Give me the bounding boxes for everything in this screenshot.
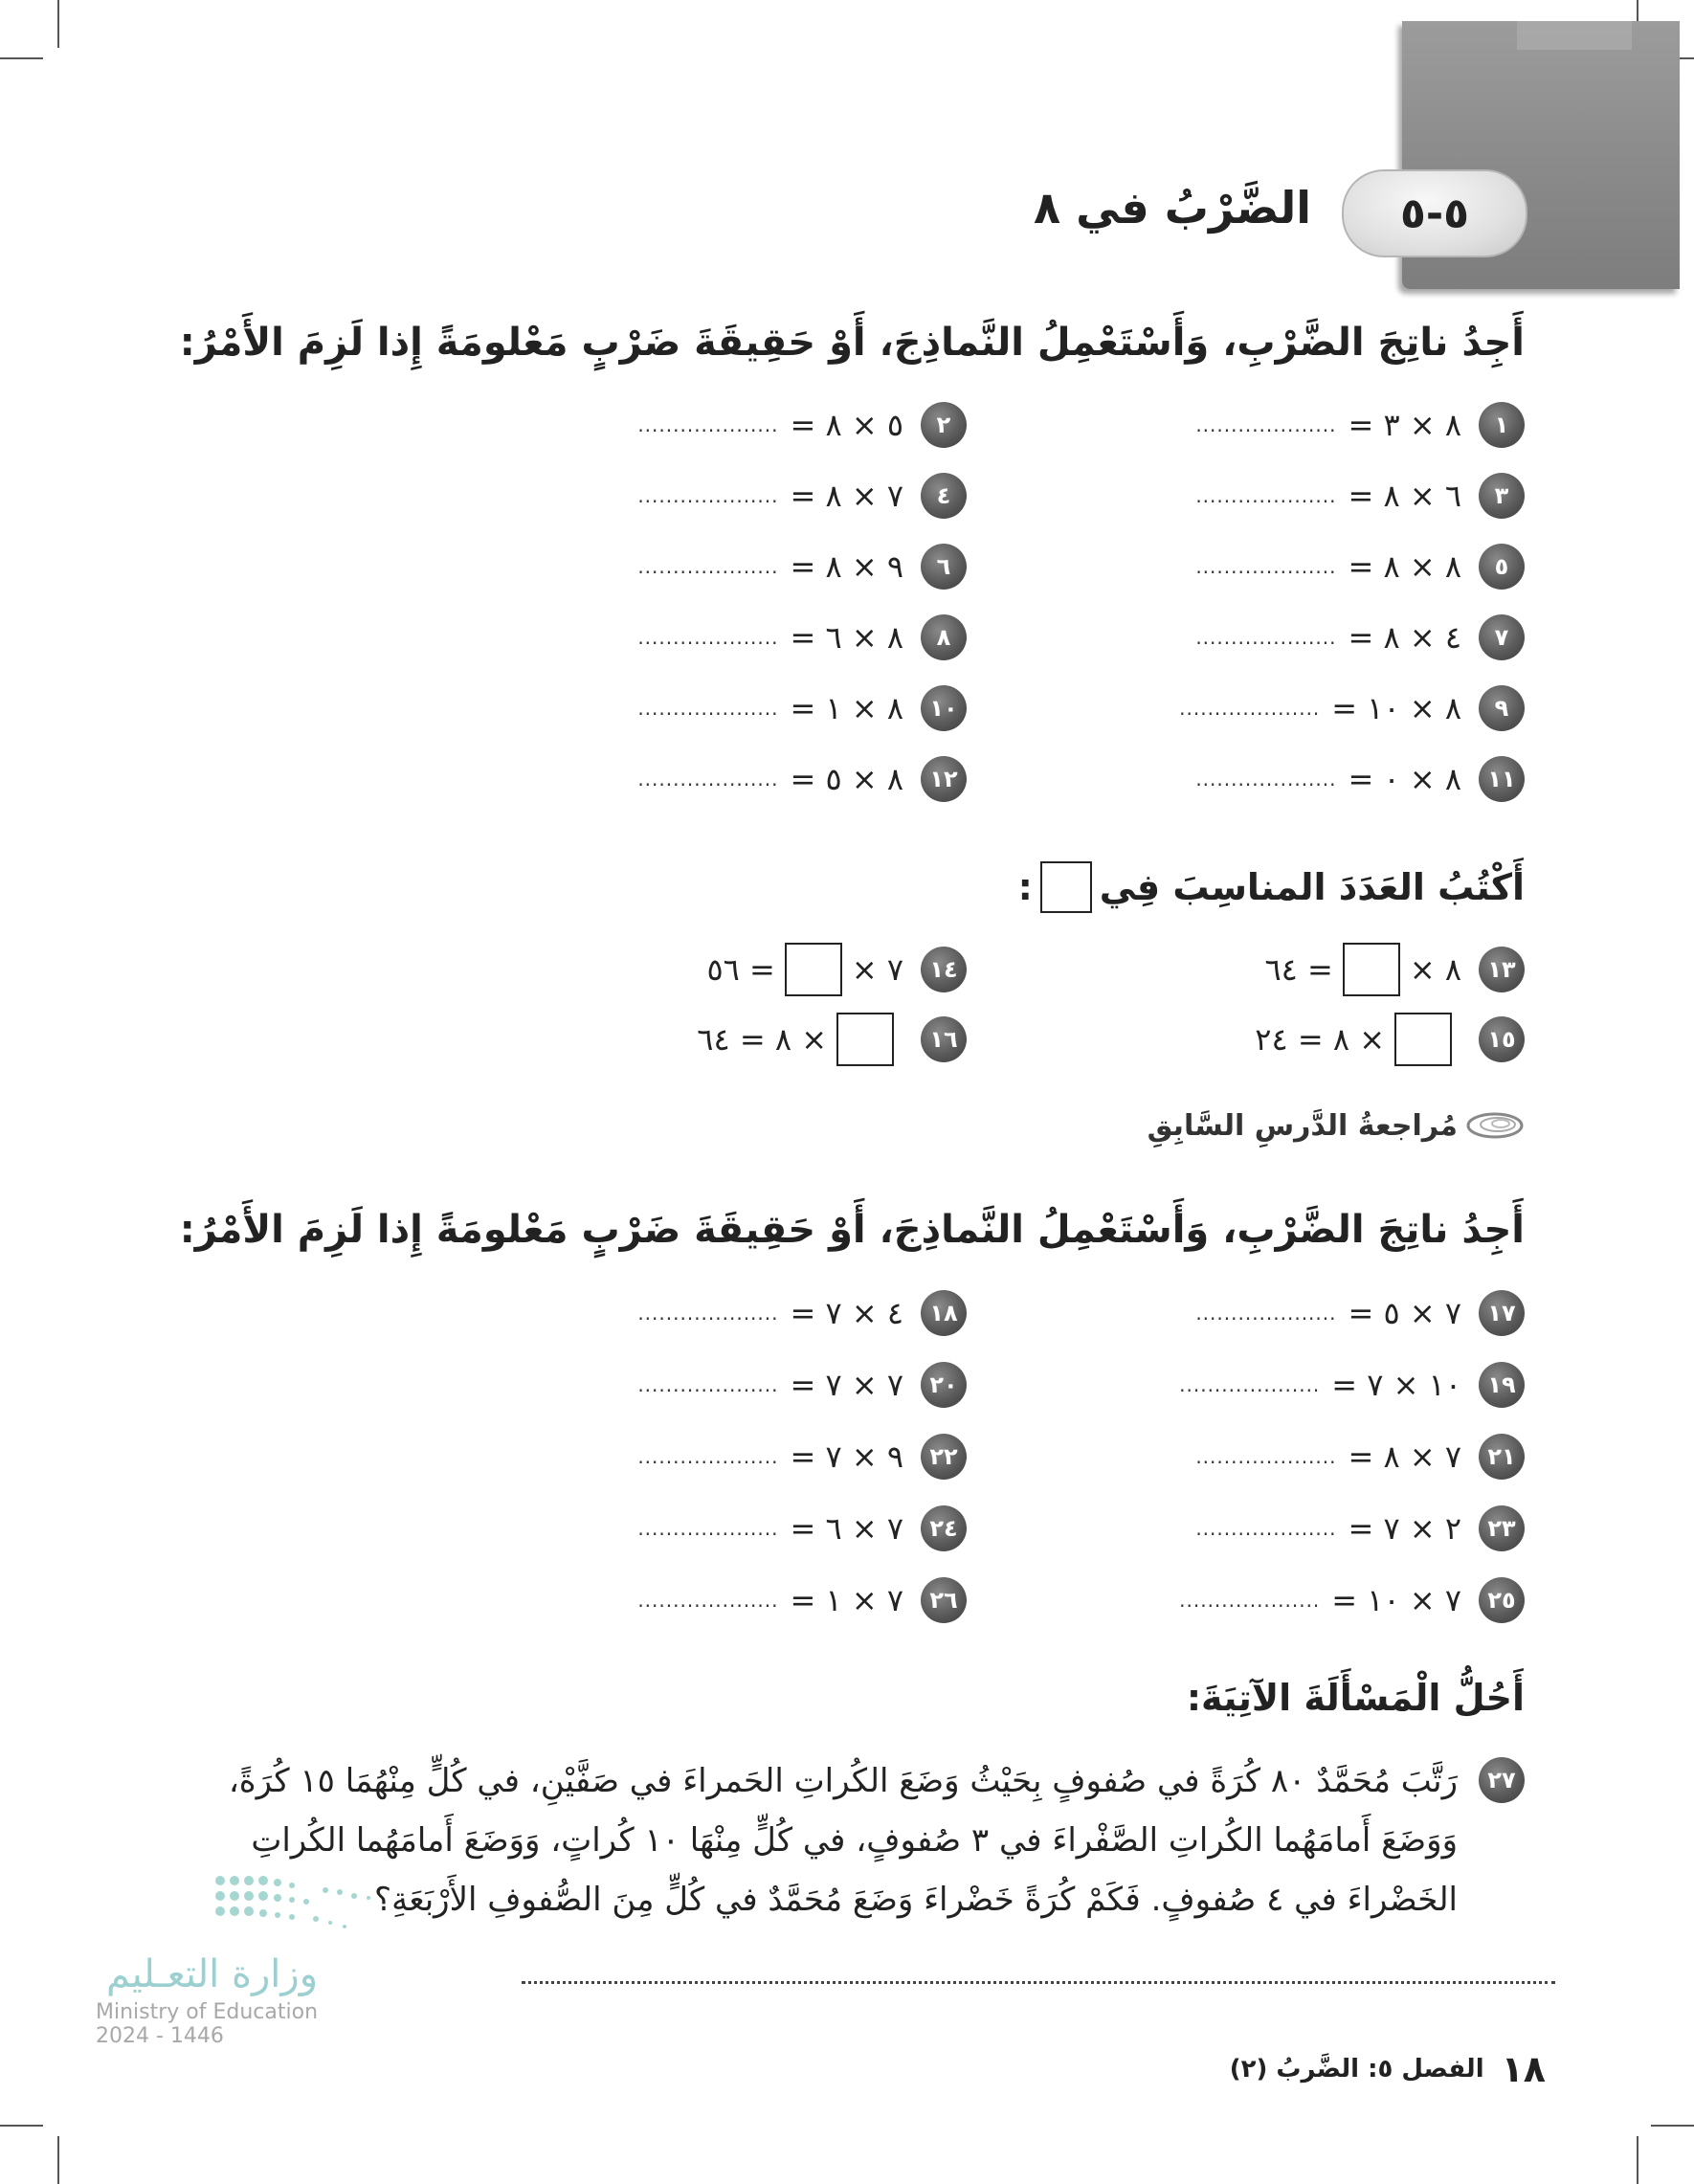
item-after: = ٥٦	[706, 951, 775, 988]
answer-blank[interactable]: ....................	[1195, 1302, 1337, 1325]
item-number: ٢٤	[921, 1505, 967, 1551]
item-number: ٢١	[1479, 1434, 1525, 1480]
list-item	[637, 402, 967, 448]
item-number: ١٨	[921, 1290, 967, 1336]
item-expression: ٨ × ٣ =	[1348, 407, 1461, 443]
item-number: ١٣	[1479, 947, 1525, 992]
page-number: ١٨	[1501, 2048, 1546, 2090]
answer-blank[interactable]: ....................	[1195, 1517, 1337, 1540]
review-heading	[1148, 1108, 1525, 1143]
item-after: × ٨ = ٦٤	[697, 1021, 827, 1058]
list-item	[637, 685, 967, 731]
list-item	[637, 1434, 967, 1480]
item-number: ٢٧	[1479, 1757, 1525, 1803]
section2-text: أَكْتُبُ العَدَدَ المناسِبَ فِي	[1099, 866, 1525, 908]
item-expression: ٨ × ٨ =	[1348, 548, 1461, 585]
item-expression: ٧ × ٨ =	[1348, 1438, 1461, 1475]
list-item	[1179, 1362, 1525, 1408]
item-expression: ٧ × ١٠ =	[1331, 1582, 1461, 1618]
review-label: مُراجعةُ الدَّرسِ السَّابِقِ	[1147, 1108, 1458, 1143]
item-number: ١١	[1479, 756, 1525, 802]
page-footer	[1230, 2048, 1546, 2090]
item-expression: ٧ × ٦ =	[790, 1510, 903, 1547]
item-expression: ٨ × ١ =	[790, 690, 903, 726]
item-number: ٤	[921, 473, 967, 519]
item-number: ٢	[921, 402, 967, 448]
answer-blank[interactable]: ....................	[637, 555, 779, 578]
list-item	[1195, 1290, 1525, 1336]
list-item	[1195, 473, 1525, 519]
item-number: ١٦	[921, 1016, 967, 1062]
list-item	[1179, 685, 1525, 731]
item-before: ٨ ×	[1409, 951, 1461, 988]
item-number: ١٧	[1479, 1290, 1525, 1336]
item-expression: ٩ × ٨ =	[790, 548, 903, 585]
answer-blank[interactable]: ....................	[1195, 1445, 1337, 1468]
item-expression: ٤ × ٨ =	[1348, 619, 1461, 656]
list-item	[1264, 943, 1525, 996]
section4-instruction: أَحُلُّ الْمَسْأَلَةَ الآتِيَةَ:	[1186, 1677, 1525, 1719]
item-number: ١٠	[921, 685, 967, 731]
item-expression: ٨ × ٦ =	[790, 619, 903, 656]
answer-blank[interactable]: ....................	[637, 1445, 779, 1468]
item-number: ٦	[921, 544, 967, 590]
section3-instruction: أَجِدُ ناتِجَ الضَّرْبِ، وَأَسْتَعْمِلُ النَّماذِجَ، أَوْ حَقِيقَةَ ضَرْبٍ مَعْلومَةً إِذا لَزِمَ الأَمْرُ:	[179, 1208, 1525, 1252]
section1-instruction: أَجِدُ ناتِجَ الضَّرْبِ، وَأَسْتَعْمِلُ النَّماذِجَ، أَوْ حَقِيقَةَ ضَرْبٍ مَعْلومَةً إِذا لَزِمَ الأَمْرُ:	[179, 321, 1525, 365]
item-number: ٥	[1479, 544, 1525, 590]
ministry-name-en: Ministry of Education	[96, 2000, 319, 2024]
crop-mark	[0, 2125, 43, 2127]
list-item	[1255, 1013, 1525, 1066]
item-expression: ٨ × ١٠ =	[1331, 690, 1461, 726]
list-item	[637, 1290, 967, 1336]
item-number: ١	[1479, 402, 1525, 448]
item-expression: ٨ × ٥ =	[790, 761, 903, 797]
answer-blank[interactable]: ....................	[637, 1517, 779, 1540]
problem-line: الخَضْراءَ في ٤ صُفوفٍ. فَكَمْ كُرَةً خَضْراءَ وَضَعَ مُحَمَّدٌ في كُلٍّ مِنَ الصُّفوفِ الأَرْبَعَةِ؟	[374, 1881, 1458, 1919]
answer-box[interactable]	[785, 943, 842, 996]
item-expression: ٩ × ٧ =	[790, 1438, 903, 1475]
item-number: ١٤	[921, 947, 967, 992]
section2-colon: :	[1017, 866, 1033, 908]
item-after: = ٦٤	[1264, 951, 1333, 988]
answer-blank[interactable]: ....................	[637, 768, 779, 791]
answer-blank[interactable]: ....................	[637, 484, 779, 507]
item-before: ٧ ×	[851, 951, 903, 988]
item-number: ٩	[1479, 685, 1525, 731]
list-item	[1195, 1434, 1525, 1480]
crop-mark	[1651, 2125, 1694, 2127]
item-expression: ٦ × ٨ =	[1348, 478, 1461, 514]
answer-blank[interactable]: ....................	[1179, 1373, 1321, 1396]
answer-blank[interactable]: ....................	[637, 1302, 779, 1325]
ministry-name-ar: وزارة التعـليم	[105, 1952, 319, 1996]
problem-line: وَوَضَعَ أَمامَهُما الكُراتِ الصَّفْراءَ في ٣ صُفوفٍ، في كُلٍّ مِنْهَا ١٠ كُراتٍ، وَوَضَعَ أَمامَهُما الكُراتِ	[251, 1821, 1458, 1860]
item-number: ٧	[1479, 614, 1525, 660]
ministry-year: 2024 - 1446	[96, 2024, 224, 2048]
answer-blank[interactable]: ....................	[637, 1373, 779, 1396]
lesson-title: الضَّرْبُ في ٨	[1034, 182, 1311, 234]
answer-blank[interactable]: ....................	[1195, 555, 1337, 578]
crop-mark	[1637, 2136, 1638, 2184]
item-number: ١٩	[1479, 1362, 1525, 1408]
answer-blank[interactable]: ....................	[637, 697, 779, 720]
lesson-badge: ٥-٥	[1342, 169, 1527, 257]
list-item	[1195, 544, 1525, 590]
answer-box[interactable]	[836, 1013, 894, 1066]
section2-instruction	[1018, 861, 1525, 913]
item-expression: ٢ × ٧ =	[1348, 1510, 1461, 1547]
answer-blank[interactable]: ....................	[1179, 1589, 1321, 1612]
item-number: ٢٥	[1479, 1577, 1525, 1623]
list-item	[637, 614, 967, 660]
list-item	[706, 943, 967, 996]
item-after: × ٨ = ٢٤	[1255, 1021, 1385, 1058]
ministry-watermark	[96, 1952, 318, 2048]
item-expression: ٥ × ٨ =	[790, 407, 903, 443]
crop-mark	[57, 0, 59, 48]
answer-blank[interactable]: ....................	[637, 626, 779, 649]
list-item	[637, 473, 967, 519]
item-number: ٢٢	[921, 1434, 967, 1480]
list-item	[1179, 1577, 1525, 1623]
item-expression: ٧ × ١ =	[790, 1582, 903, 1618]
item-expression: ٤ × ٧ =	[790, 1295, 903, 1331]
item-number: ٢٣	[1479, 1505, 1525, 1551]
list-item	[697, 1013, 967, 1066]
item-number: ٢٠	[921, 1362, 967, 1408]
list-item	[637, 1362, 967, 1408]
answer-blank[interactable]: ....................	[1179, 697, 1321, 720]
item-number: ١٢	[921, 756, 967, 802]
answer-box-example	[1040, 861, 1092, 913]
item-number: ٣	[1479, 473, 1525, 519]
item-expression: ١٠ × ٧ =	[1331, 1367, 1461, 1403]
answer-blank[interactable]: ....................	[1195, 626, 1337, 649]
list-item	[1195, 614, 1525, 660]
list-item	[1195, 1505, 1525, 1551]
answer-box[interactable]	[1343, 943, 1400, 996]
list-item	[637, 756, 967, 802]
item-number: ٢٦	[921, 1577, 967, 1623]
problem-line: رَتَّبَ مُحَمَّدٌ ٨٠ كُرَةً في صُفوفٍ بِحَيْثُ وَضَعَ الكُراتِ الحَمراءَ في صَفَّيْنِ، في كُلٍّ مِنْهُمَا ١٥ كُرَةً،	[228, 1762, 1458, 1800]
answer-line[interactable]	[522, 1981, 1555, 1984]
item-expression: ٧ × ٨ =	[790, 478, 903, 514]
answer-blank[interactable]: ....................	[1195, 484, 1337, 507]
answer-blank[interactable]: ....................	[1195, 413, 1337, 436]
list-item	[637, 1505, 967, 1551]
list-item	[1195, 402, 1525, 448]
answer-blank[interactable]: ....................	[637, 413, 779, 436]
chapter-label: الفصل ٥: الضَّربُ (٢)	[1229, 2055, 1484, 2084]
item-expression: ٧ × ٥ =	[1348, 1295, 1461, 1331]
item-number: ٨	[921, 614, 967, 660]
answer-blank[interactable]: ....................	[637, 1589, 779, 1612]
crop-mark	[57, 2136, 59, 2184]
list-item	[637, 544, 967, 590]
answer-blank[interactable]: ....................	[1195, 768, 1337, 791]
item-number: ١٥	[1479, 1016, 1525, 1062]
list-item	[1195, 756, 1525, 802]
item-expression: ٨ × ٠ =	[1348, 761, 1461, 797]
item-expression: ٧ × ٧ =	[790, 1367, 903, 1403]
ministry-logo-dots-icon	[211, 1871, 469, 1948]
answer-box[interactable]	[1394, 1013, 1452, 1066]
list-item	[637, 1577, 967, 1623]
swirl-icon	[1465, 1108, 1525, 1143]
crop-mark	[0, 57, 43, 59]
